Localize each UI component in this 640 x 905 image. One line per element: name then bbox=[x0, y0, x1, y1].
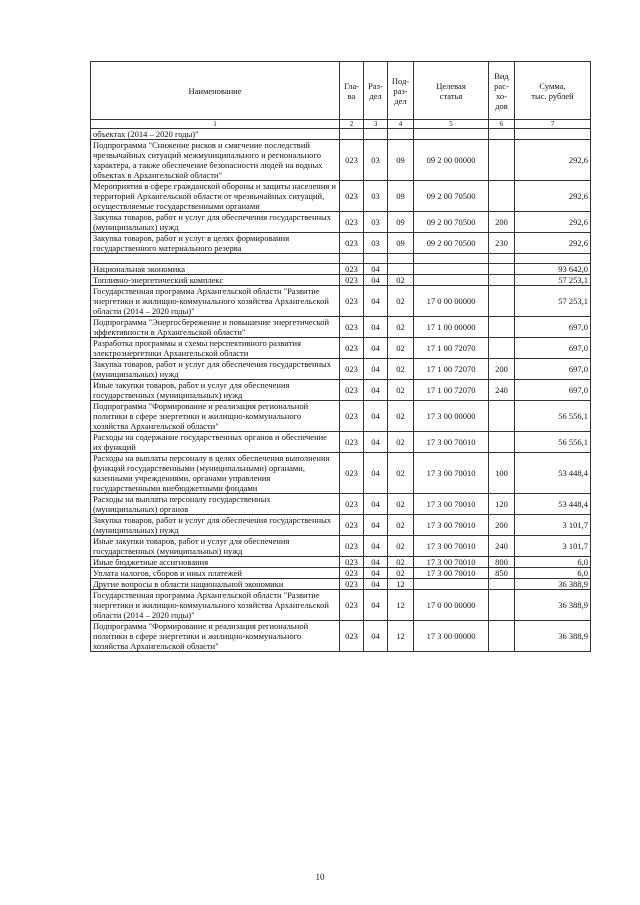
cell-glava: 023 bbox=[340, 494, 364, 515]
cell-podrazdel: 02 bbox=[388, 317, 414, 338]
cell-glava: 023 bbox=[340, 621, 364, 652]
cell-vid: 800 bbox=[489, 557, 515, 568]
cell-razdel: 04 bbox=[364, 621, 388, 652]
cell-sum: 3 101,7 bbox=[515, 515, 591, 536]
cell-vid: 240 bbox=[489, 536, 515, 557]
cell-name: Закупка товаров, работ и услуг в целях формирования государственного материального резерва bbox=[91, 233, 340, 254]
cell-glava: 023 bbox=[340, 515, 364, 536]
cell-vid bbox=[489, 181, 515, 212]
cell-razdel: 04 bbox=[364, 579, 388, 590]
table-row bbox=[91, 579, 591, 590]
cell-glava: 023 bbox=[340, 338, 364, 359]
table-row bbox=[91, 275, 591, 286]
cell-razdel: 03 bbox=[364, 140, 388, 181]
table-row bbox=[91, 264, 591, 275]
cell-razdel: 04 bbox=[364, 432, 388, 453]
cell-razdel: 04 bbox=[364, 494, 388, 515]
cell-razdel: 04 bbox=[364, 536, 388, 557]
cell-name: объектах (2014 – 2020 годы)" bbox=[91, 129, 340, 140]
cell-glava: 023 bbox=[340, 264, 364, 275]
budget-table-page bbox=[90, 61, 590, 652]
cell-vid bbox=[489, 254, 515, 264]
cell-sum: 53 448,4 bbox=[515, 494, 591, 515]
cell-vid: 120 bbox=[489, 494, 515, 515]
cell-name: Другие вопросы в области национальной экономики bbox=[91, 579, 340, 590]
cell-glava bbox=[340, 254, 364, 264]
cell-vid bbox=[489, 432, 515, 453]
cell-vid: 200 bbox=[489, 515, 515, 536]
cell-name: Подпрограмма "Формирование и реализация региональной политики в сфере энергетики и жилищно-коммунального хозяйства Архангельской области" bbox=[91, 401, 340, 432]
cell-glava: 023 bbox=[340, 181, 364, 212]
col-number: 3 bbox=[364, 120, 388, 129]
cell-podrazdel: 02 bbox=[388, 568, 414, 579]
cell-sum: 292,6 bbox=[515, 233, 591, 254]
table-row bbox=[91, 212, 591, 233]
cell-vid bbox=[489, 621, 515, 652]
header-target: Целевая статья bbox=[414, 62, 489, 120]
cell-vid bbox=[489, 401, 515, 432]
cell-sum bbox=[515, 129, 591, 140]
cell-name: Подпрограмма "Формирование и реализация региональной политики в сфере энергетики и жилищно-коммунального хозяйства Архангельской области" bbox=[91, 621, 340, 652]
cell-target: 17 0 00 00000 bbox=[414, 286, 489, 317]
col-number: 7 bbox=[515, 120, 591, 129]
cell-vid bbox=[489, 579, 515, 590]
cell-target: 09 2 00 70500 bbox=[414, 212, 489, 233]
cell-razdel: 04 bbox=[364, 557, 388, 568]
table-row bbox=[91, 494, 591, 515]
cell-glava: 023 bbox=[340, 286, 364, 317]
cell-name: Иные закупки товаров, работ и услуг для обеспечения государственных (муниципальных) нужд bbox=[91, 380, 340, 401]
cell-sum: 6,0 bbox=[515, 557, 591, 568]
cell-name: Подпрограмма "Снижение рисков и смягчение последствий чрезвычайных ситуаций межмуниципального и регионального характера, а также обеспечение безопасности людей на водных объектах в Архангельской области" bbox=[91, 140, 340, 181]
cell-vid: 100 bbox=[489, 453, 515, 494]
table-row bbox=[91, 317, 591, 338]
cell-target bbox=[414, 579, 489, 590]
header-glava: Гла- ва bbox=[340, 62, 364, 120]
cell-podrazdel: 02 bbox=[388, 432, 414, 453]
table-body bbox=[91, 129, 591, 652]
cell-glava: 023 bbox=[340, 579, 364, 590]
cell-name: Закупка товаров, работ и услуг для обеспечения государственных (муниципальных) нужд bbox=[91, 212, 340, 233]
cell-target: 09 2 00 70500 bbox=[414, 233, 489, 254]
table-row bbox=[91, 536, 591, 557]
budget-table bbox=[90, 61, 591, 652]
cell-target bbox=[414, 254, 489, 264]
header-name: Наименование bbox=[91, 62, 340, 120]
cell-sum: 93 642,0 bbox=[515, 264, 591, 275]
cell-vid bbox=[489, 140, 515, 181]
cell-sum: 57 253,1 bbox=[515, 286, 591, 317]
cell-podrazdel: 12 bbox=[388, 590, 414, 621]
cell-glava: 023 bbox=[340, 212, 364, 233]
cell-name: Расходы на выплаты персоналу в целях обеспечения выполнения функций государственными (муниципальными) органами, казенными учреждениями, органами управления государственными внебюджетными фондами bbox=[91, 453, 340, 494]
table-row bbox=[91, 286, 591, 317]
cell-name: Мероприятия в сфере гражданской обороны и защиты населения и территорий Архангельской области от чрезвычайных ситуаций, осуществляемые государственными органами bbox=[91, 181, 340, 212]
cell-razdel: 04 bbox=[364, 317, 388, 338]
cell-target: 17 1 00 72070 bbox=[414, 380, 489, 401]
header-vid: Вид рас- хо- дов bbox=[489, 62, 515, 120]
cell-name: Разработка программы и схемы перспективного развития электроэнергетики Архангельской области bbox=[91, 338, 340, 359]
cell-razdel: 04 bbox=[364, 338, 388, 359]
cell-podrazdel: 02 bbox=[388, 453, 414, 494]
cell-podrazdel: 02 bbox=[388, 380, 414, 401]
cell-target: 17 3 00 70010 bbox=[414, 432, 489, 453]
cell-glava: 023 bbox=[340, 557, 364, 568]
col-number: 1 bbox=[91, 120, 340, 129]
header-row bbox=[91, 62, 591, 120]
cell-target: 17 3 00 70010 bbox=[414, 568, 489, 579]
cell-razdel: 04 bbox=[364, 568, 388, 579]
cell-name: Государственная программа Архангельской области "Развитие энергетики и жилищно-коммунального хозяйства Архангельской области (2014 – 2020 годы)" bbox=[91, 590, 340, 621]
cell-podrazdel: 02 bbox=[388, 275, 414, 286]
cell-name bbox=[91, 254, 340, 264]
cell-name: Топливно-энергетический комплекс bbox=[91, 275, 340, 286]
cell-glava: 023 bbox=[340, 590, 364, 621]
cell-vid bbox=[489, 129, 515, 140]
header-sum: Сумма, тыс. рублей bbox=[515, 62, 591, 120]
cell-glava: 023 bbox=[340, 453, 364, 494]
cell-razdel: 04 bbox=[364, 359, 388, 380]
cell-target: 17 3 00 70010 bbox=[414, 557, 489, 568]
cell-sum: 697,0 bbox=[515, 338, 591, 359]
table-row bbox=[91, 621, 591, 652]
cell-glava: 023 bbox=[340, 317, 364, 338]
cell-razdel bbox=[364, 254, 388, 264]
cell-vid bbox=[489, 590, 515, 621]
table-row bbox=[91, 338, 591, 359]
cell-sum: 292,6 bbox=[515, 140, 591, 181]
cell-vid bbox=[489, 338, 515, 359]
cell-podrazdel: 12 bbox=[388, 621, 414, 652]
col-number: 4 bbox=[388, 120, 414, 129]
cell-glava: 023 bbox=[340, 275, 364, 286]
table-row bbox=[91, 181, 591, 212]
cell-podrazdel: 02 bbox=[388, 359, 414, 380]
cell-razdel: 04 bbox=[364, 453, 388, 494]
cell-sum: 57 253,1 bbox=[515, 275, 591, 286]
cell-podrazdel bbox=[388, 264, 414, 275]
cell-sum: 56 556,1 bbox=[515, 432, 591, 453]
cell-vid: 230 bbox=[489, 233, 515, 254]
table-row bbox=[91, 568, 591, 579]
cell-glava: 023 bbox=[340, 359, 364, 380]
table-row bbox=[91, 140, 591, 181]
header-podrazdel: Под- раз- дел bbox=[388, 62, 414, 120]
table-row bbox=[91, 359, 591, 380]
cell-razdel: 04 bbox=[364, 264, 388, 275]
table-row bbox=[91, 233, 591, 254]
table-row bbox=[91, 557, 591, 568]
table-row bbox=[91, 515, 591, 536]
cell-name: Национальная экономика bbox=[91, 264, 340, 275]
cell-podrazdel: 09 bbox=[388, 212, 414, 233]
cell-sum: 697,0 bbox=[515, 359, 591, 380]
cell-podrazdel: 02 bbox=[388, 536, 414, 557]
cell-podrazdel: 02 bbox=[388, 286, 414, 317]
cell-glava: 023 bbox=[340, 140, 364, 181]
cell-sum: 36 388,9 bbox=[515, 590, 591, 621]
cell-name: Подпрограмма "Энергосбережение и повышение энергетической эффективности в Архангельской области" bbox=[91, 317, 340, 338]
cell-name: Расходы на выплаты персоналу государственных (муниципальных) органов bbox=[91, 494, 340, 515]
cell-glava: 023 bbox=[340, 401, 364, 432]
cell-target bbox=[414, 275, 489, 286]
cell-vid bbox=[489, 286, 515, 317]
cell-podrazdel bbox=[388, 129, 414, 140]
cell-target: 17 1 00 72070 bbox=[414, 338, 489, 359]
cell-podrazdel: 02 bbox=[388, 494, 414, 515]
table-row bbox=[91, 401, 591, 432]
cell-glava bbox=[340, 129, 364, 140]
col-number: 5 bbox=[414, 120, 489, 129]
cell-razdel: 04 bbox=[364, 275, 388, 286]
cell-glava: 023 bbox=[340, 233, 364, 254]
cell-sum: 56 556,1 bbox=[515, 401, 591, 432]
cell-glava: 023 bbox=[340, 380, 364, 401]
cell-target: 17 1 00 72070 bbox=[414, 359, 489, 380]
cell-vid: 240 bbox=[489, 380, 515, 401]
cell-glava: 023 bbox=[340, 432, 364, 453]
table-row bbox=[91, 380, 591, 401]
cell-sum: 697,0 bbox=[515, 317, 591, 338]
cell-target: 17 3 00 70010 bbox=[414, 536, 489, 557]
cell-razdel: 04 bbox=[364, 515, 388, 536]
cell-podrazdel: 09 bbox=[388, 181, 414, 212]
cell-target bbox=[414, 129, 489, 140]
cell-sum: 697,0 bbox=[515, 380, 591, 401]
cell-target: 17 3 00 70010 bbox=[414, 453, 489, 494]
cell-vid: 200 bbox=[489, 212, 515, 233]
cell-target: 17 3 00 70010 bbox=[414, 515, 489, 536]
cell-podrazdel bbox=[388, 254, 414, 264]
cell-podrazdel: 02 bbox=[388, 338, 414, 359]
cell-razdel: 04 bbox=[364, 380, 388, 401]
cell-target: 17 0 00 00000 bbox=[414, 590, 489, 621]
cell-podrazdel: 12 bbox=[388, 579, 414, 590]
cell-sum: 53 448,4 bbox=[515, 453, 591, 494]
cell-name: Иные бюджетные ассигнования bbox=[91, 557, 340, 568]
cell-sum: 6,0 bbox=[515, 568, 591, 579]
cell-vid bbox=[489, 317, 515, 338]
cell-name: Государственная программа Архангельской области "Развитие энергетики и жилищно-коммунального хозяйства Архангельской области (2014 – 2020 годы)" bbox=[91, 286, 340, 317]
cell-razdel: 03 bbox=[364, 212, 388, 233]
cell-sum: 292,6 bbox=[515, 212, 591, 233]
cell-target: 17 1 00 00000 bbox=[414, 317, 489, 338]
col-number: 6 bbox=[489, 120, 515, 129]
cell-podrazdel: 02 bbox=[388, 557, 414, 568]
column-number-row bbox=[91, 120, 591, 129]
cell-vid bbox=[489, 275, 515, 286]
cell-target: 09 2 00 00000 bbox=[414, 140, 489, 181]
cell-sum: 292,6 bbox=[515, 181, 591, 212]
table-row bbox=[91, 129, 591, 140]
cell-razdel: 03 bbox=[364, 181, 388, 212]
cell-razdel: 04 bbox=[364, 590, 388, 621]
cell-sum: 3 101,7 bbox=[515, 536, 591, 557]
cell-podrazdel: 09 bbox=[388, 140, 414, 181]
cell-target bbox=[414, 264, 489, 275]
cell-target: 17 3 00 00000 bbox=[414, 621, 489, 652]
cell-name: Расходы на содержание государственных органов и обеспечение их функций bbox=[91, 432, 340, 453]
cell-vid: 850 bbox=[489, 568, 515, 579]
cell-glava: 023 bbox=[340, 536, 364, 557]
cell-sum bbox=[515, 254, 591, 264]
col-number: 2 bbox=[340, 120, 364, 129]
cell-podrazdel: 09 bbox=[388, 233, 414, 254]
cell-sum: 36 388,9 bbox=[515, 579, 591, 590]
cell-razdel: 04 bbox=[364, 286, 388, 317]
cell-name: Иные закупки товаров, работ и услуг для обеспечения государственных (муниципальных) нужд bbox=[91, 536, 340, 557]
cell-razdel: 04 bbox=[364, 401, 388, 432]
cell-target: 17 3 00 00000 bbox=[414, 401, 489, 432]
page-number: 10 bbox=[315, 872, 325, 882]
cell-razdel bbox=[364, 129, 388, 140]
cell-name: Уплата налогов, сборов и иных платежей bbox=[91, 568, 340, 579]
table-row bbox=[91, 590, 591, 621]
cell-sum: 36 388,9 bbox=[515, 621, 591, 652]
cell-glava: 023 bbox=[340, 568, 364, 579]
cell-podrazdel: 02 bbox=[388, 401, 414, 432]
cell-vid: 200 bbox=[489, 359, 515, 380]
cell-razdel: 03 bbox=[364, 233, 388, 254]
cell-podrazdel: 02 bbox=[388, 515, 414, 536]
table-row bbox=[91, 453, 591, 494]
cell-target: 17 3 00 70010 bbox=[414, 494, 489, 515]
cell-name: Закупка товаров, работ и услуг для обеспечения государственных (муниципальных) нужд bbox=[91, 515, 340, 536]
cell-name: Закупка товаров, работ и услуг для обеспечения государственных (муниципальных) нужд bbox=[91, 359, 340, 380]
table-row bbox=[91, 432, 591, 453]
table-row bbox=[91, 254, 591, 264]
header-razdel: Раз- дел bbox=[364, 62, 388, 120]
cell-target: 09 2 00 70500 bbox=[414, 181, 489, 212]
cell-vid bbox=[489, 264, 515, 275]
